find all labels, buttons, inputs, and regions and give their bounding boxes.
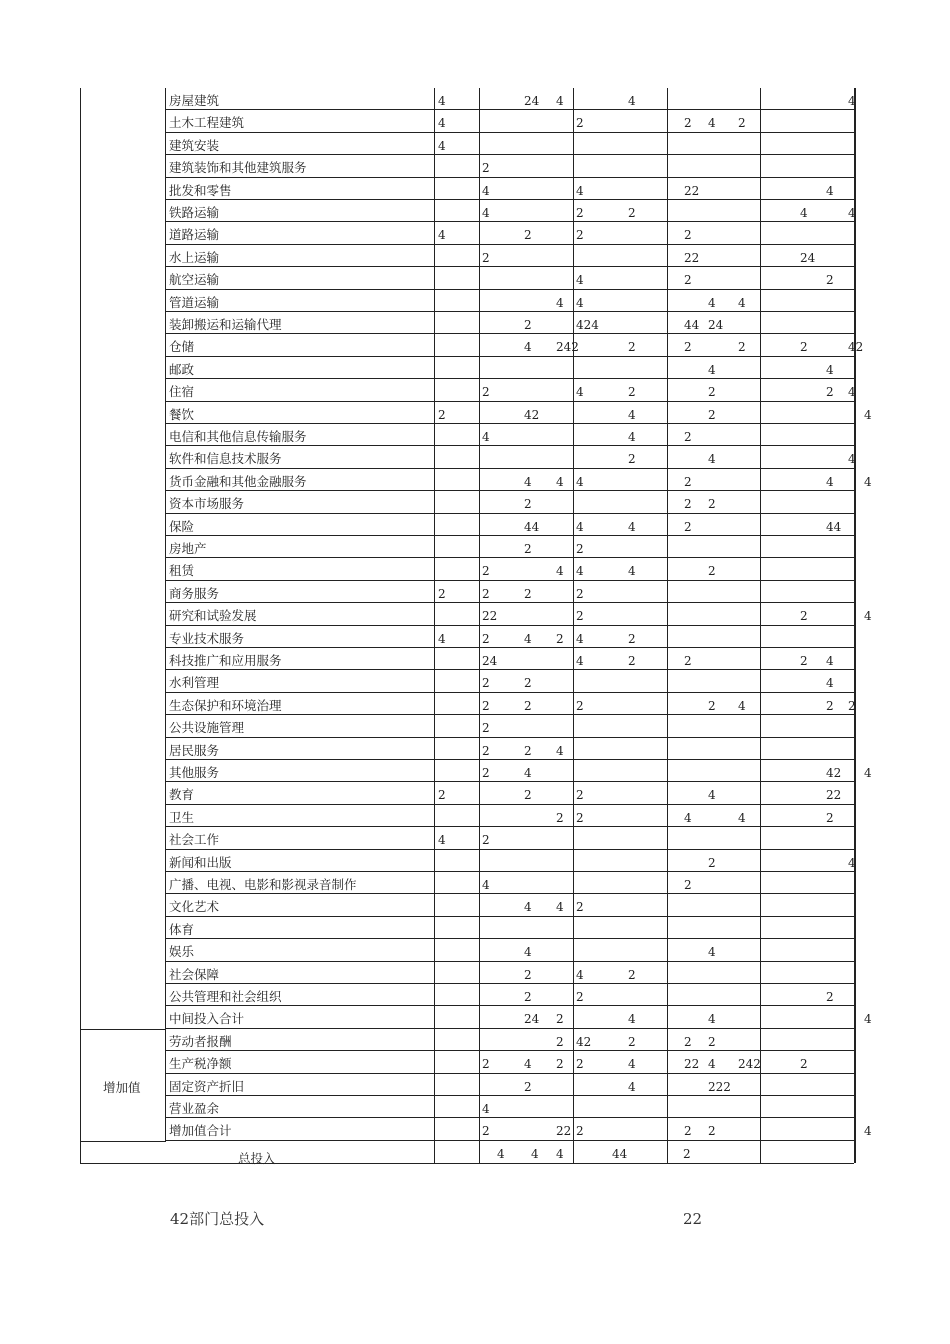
row-divider-line: [165, 445, 854, 446]
row-divider-line: [165, 378, 854, 379]
table-cell-value: 4: [524, 474, 532, 489]
table-cell-value: 4: [524, 1057, 532, 1072]
row-divider-line: [165, 759, 854, 760]
table-cell-value: 2: [708, 385, 716, 400]
table-cell-value: 4: [438, 631, 446, 646]
row-divider-line: [165, 1050, 854, 1051]
table-cell-value: 4: [556, 295, 564, 310]
table-cell-value: 2: [628, 206, 636, 220]
table-cell-value: 2: [684, 474, 692, 489]
table-cell-value: 2: [684, 340, 692, 355]
row-divider-line: [165, 737, 854, 738]
total-row-top-line: [80, 1141, 166, 1142]
table-cell-value: 222: [708, 1079, 731, 1094]
table-cell-value: 4: [708, 362, 716, 377]
row-divider-line: [165, 177, 854, 178]
table-cell-value: 4: [576, 519, 584, 534]
table-cell-value: 2: [482, 833, 490, 848]
table-cell-value: 2: [556, 1034, 564, 1049]
row-label: 建筑装饰和其他建筑服务: [169, 160, 307, 176]
table-cell-value: 4: [524, 945, 532, 960]
table-cell-value: 2: [708, 855, 716, 870]
table-cell-value: 2: [524, 228, 532, 243]
table-cell-value: 2: [684, 1034, 692, 1049]
table-cell-value: 4: [482, 183, 490, 198]
column-divider-line: [479, 88, 480, 1163]
table-cell-value: 2: [848, 698, 856, 713]
table-cell-value: 4: [864, 766, 872, 780]
row-divider-line: [165, 468, 854, 469]
total-input-label: 总投入: [238, 1151, 276, 1166]
row-label: 体育: [169, 921, 195, 937]
table-cell-value: 4: [628, 430, 636, 444]
table-cell-value: 2: [738, 340, 746, 355]
table-cell-value: 4: [826, 676, 834, 691]
table-cell-value: 242: [556, 340, 579, 355]
table-cell-value: 4: [438, 138, 446, 153]
row-divider-line: [165, 961, 854, 962]
table-cell-value: 4: [576, 474, 584, 489]
table-cell-value: 2: [576, 228, 584, 243]
row-label: 邮政: [169, 361, 195, 377]
row-divider-line: [165, 893, 854, 894]
table-cell-value: 2: [438, 407, 446, 422]
table-cell-value: 4: [438, 833, 446, 848]
row-label: 餐饮: [169, 406, 195, 422]
table-cell-value: 4: [848, 94, 856, 108]
row-label: 广播、电视、电影和影视录音制作: [169, 877, 357, 892]
row-label: 社会保障: [169, 966, 220, 982]
row-label: 教育: [169, 787, 195, 803]
table-cell-value: 2: [800, 654, 808, 668]
table-cell-value: 2: [556, 631, 564, 646]
row-divider-line: [165, 714, 854, 715]
row-label: 航空运输: [169, 272, 220, 288]
table-cell-value: 2: [576, 698, 584, 713]
table-cell-value: 2: [524, 788, 532, 803]
table-cell-value: 4: [524, 631, 532, 646]
table-cell-value: 4: [864, 1124, 872, 1139]
table-cell-value: 2: [524, 497, 532, 512]
table-cell-value: 2: [576, 116, 584, 131]
row-divider-line: [165, 289, 854, 290]
table-cell-value: 2: [524, 318, 532, 332]
table-cell-value: 4: [628, 1057, 636, 1072]
table-cell-value: 42: [848, 340, 864, 355]
table-cell-value: 4: [628, 564, 636, 579]
table-cell-value: 2: [524, 586, 532, 601]
table-cell-value: 42: [576, 1034, 592, 1049]
row-divider-line: [165, 132, 854, 133]
row-divider-line: [165, 826, 854, 827]
table-cell-value: 2: [556, 810, 564, 825]
row-divider-line: [165, 1073, 854, 1074]
table-cell-value: 4: [482, 878, 490, 892]
row-label: 卫生: [169, 809, 195, 825]
row-label: 水上运输: [169, 249, 220, 265]
total-row-bottom-line: [80, 1163, 854, 1164]
row-label: 住宿: [169, 384, 195, 400]
row-label: 商务服务: [169, 585, 220, 601]
table-cell-value: 4: [864, 1012, 872, 1027]
total-cell-value: 4: [497, 1146, 505, 1161]
table-cell-value: 2: [576, 586, 584, 601]
row-divider-line: [165, 983, 854, 984]
table-cell-value: 2: [524, 676, 532, 691]
table-cell-value: 24: [482, 654, 498, 668]
table-cell-value: 4: [826, 654, 834, 668]
row-divider-line: [165, 557, 854, 558]
row-divider-line: [165, 1005, 854, 1006]
row-divider-line: [165, 669, 854, 670]
table-cell-value: 4: [628, 1012, 636, 1027]
table-cell-value: 4: [848, 452, 856, 467]
row-divider-line: [165, 1028, 854, 1029]
table-cell-value: 2: [482, 1057, 490, 1072]
table-cell-value: 2: [708, 407, 716, 422]
row-divider-line: [165, 199, 854, 200]
table-cell-value: 2: [556, 1012, 564, 1027]
row-divider-line: [165, 401, 854, 402]
table-cell-value: 4: [576, 631, 584, 646]
row-divider-line: [165, 625, 854, 626]
row-label: 建筑安装: [169, 137, 220, 153]
table-cell-value: 2: [482, 250, 490, 265]
row-label: 新闻和出版: [169, 854, 232, 870]
row-divider-line: [165, 535, 854, 536]
table-cell-value: 2: [684, 228, 692, 243]
row-label: 增加值合计: [169, 1123, 232, 1139]
table-cell-value: 4: [576, 273, 584, 288]
table-cell-value: 4: [708, 945, 716, 960]
row-label: 营业盈余: [169, 1101, 220, 1116]
table-cell-value: 4: [826, 474, 834, 489]
table-cell-value: 2: [628, 967, 636, 982]
table-cell-value: 4: [628, 94, 636, 108]
table-cell-value: 2: [708, 698, 716, 713]
row-label: 房地产: [169, 541, 207, 556]
row-label: 生态保护和环境治理: [169, 697, 282, 713]
table-cell-value: 2: [482, 385, 490, 400]
table-cell-value: 2: [684, 430, 692, 444]
row-label: 房屋建筑: [169, 93, 220, 108]
table-cell-value: 4: [738, 810, 746, 825]
column-divider-line: [573, 88, 574, 1163]
table-cell-value: 2: [576, 788, 584, 803]
table-cell-value: 4: [864, 474, 872, 489]
row-divider-line: [165, 1140, 854, 1141]
table-cell-value: 4: [524, 900, 532, 915]
table-cell-value: 4: [482, 1102, 490, 1116]
table-cell-value: 4: [576, 564, 584, 579]
table-cell-value: 2: [576, 609, 584, 624]
table-cell-value: 42: [826, 766, 842, 780]
row-divider-line: [165, 602, 854, 603]
table-cell-value: 2: [524, 1079, 532, 1094]
row-divider-line: [165, 311, 854, 312]
table-cell-value: 2: [576, 1124, 584, 1139]
table-cell-value: 2: [438, 788, 446, 803]
table-cell-value: 2: [708, 1124, 716, 1139]
row-divider-line: [165, 692, 854, 693]
table-cell-value: 2: [482, 1124, 490, 1139]
value-added-top-line: [80, 1029, 166, 1030]
table-cell-value: 2: [556, 1057, 564, 1072]
row-label: 公共管理和社会组织: [169, 989, 282, 1004]
table-cell-value: 2: [684, 519, 692, 534]
row-divider-line: [165, 356, 854, 357]
table-cell-value: 24: [708, 318, 724, 332]
row-label: 居民服务: [169, 742, 220, 758]
table-cell-value: 2: [628, 631, 636, 646]
table-cell-value: 2: [684, 878, 692, 892]
table-cell-value: 4: [524, 766, 532, 780]
table-cell-value: 2: [482, 676, 490, 691]
table-cell-value: 2: [628, 385, 636, 400]
total-cell-value: 44: [612, 1146, 628, 1161]
row-divider-line: [165, 109, 854, 110]
row-divider-line: [165, 423, 854, 424]
row-divider-line: [165, 221, 854, 222]
table-cell-value: 2: [826, 990, 834, 1004]
table-cell-value: 2: [826, 810, 834, 825]
table-cell-value: 2: [524, 990, 532, 1004]
table-cell-value: 4: [576, 967, 584, 982]
table-cell-value: 4: [826, 183, 834, 198]
table-cell-value: 4: [800, 206, 808, 220]
column-divider-line: [854, 88, 856, 1163]
table-cell-value: 4: [708, 295, 716, 310]
row-label: 仓储: [169, 339, 195, 355]
row-label: 社会工作: [169, 832, 220, 848]
table-cell-value: 2: [826, 273, 834, 288]
table-cell-value: 2: [684, 1124, 692, 1139]
row-label: 娱乐: [169, 944, 195, 960]
table-cell-value: 2: [482, 698, 490, 713]
row-label: 电信和其他信息传输服务: [169, 429, 307, 444]
table-cell-value: 2: [482, 743, 490, 758]
row-label: 生产税净额: [169, 1056, 232, 1072]
row-label: 土木工程建筑: [169, 115, 245, 131]
row-label: 文化艺术: [169, 899, 220, 915]
table-cell-value: 2: [800, 340, 808, 355]
table-cell-value: 2: [576, 1057, 584, 1072]
table-cell-value: 2: [628, 1034, 636, 1049]
table-cell-value: 24: [800, 250, 816, 265]
table-cell-value: 22: [826, 788, 842, 803]
row-divider-line: [165, 781, 854, 782]
table-cell-value: 2: [576, 542, 584, 556]
table-cell-value: 2: [482, 161, 490, 176]
row-divider-line: [165, 513, 854, 514]
table-cell-value: 2: [628, 654, 636, 668]
table-cell-value: 44: [524, 519, 540, 534]
column-divider-line: [434, 88, 435, 1163]
row-divider-line: [165, 804, 854, 805]
row-label: 道路运输: [169, 227, 220, 243]
row-divider-line: [165, 244, 854, 245]
row-label: 专业技术服务: [169, 630, 245, 646]
row-label: 公共设施管理: [169, 720, 245, 736]
row-label: 装卸搬运和运输代理: [169, 317, 282, 332]
table-cell-value: 2: [628, 452, 636, 467]
row-divider-line: [165, 849, 854, 850]
table-cell-value: 24: [524, 1012, 540, 1027]
table-cell-value: 4: [628, 407, 636, 422]
table-cell-value: 22: [684, 250, 700, 265]
table-cell-value: 4: [708, 1057, 716, 1072]
table-cell-value: 2: [708, 1034, 716, 1049]
table-cell-value: 2: [708, 497, 716, 512]
table-cell-value: 4: [684, 810, 692, 825]
row-divider-line: [165, 916, 854, 917]
table-cell-value: 2: [482, 586, 490, 601]
table-cell-value: 4: [864, 407, 872, 422]
table-cell-value: 2: [800, 1057, 808, 1072]
table-cell-value: 4: [576, 385, 584, 400]
row-label: 铁路运输: [169, 205, 220, 220]
table-cell-value: 4: [848, 855, 856, 870]
table-cell-value: 2: [524, 967, 532, 982]
table-cell-value: 44: [684, 318, 700, 332]
row-divider-line: [165, 266, 854, 267]
row-divider-line: [165, 1095, 854, 1096]
table-cell-value: 4: [576, 183, 584, 198]
table-cell-value: 2: [628, 340, 636, 355]
value-added-section-label: 增加值: [103, 1080, 141, 1095]
row-divider-line: [165, 580, 854, 581]
column-divider-line: [667, 88, 668, 1163]
table-cell-value: 4: [708, 1012, 716, 1027]
table-cell-value: 24: [524, 94, 540, 108]
row-divider-line: [165, 1117, 854, 1118]
table-cell-value: 242: [738, 1057, 761, 1072]
table-cell-value: 4: [438, 228, 446, 243]
footer-right-text: 22: [683, 1210, 703, 1228]
table-cell-value: 4: [438, 116, 446, 131]
row-label: 软件和信息技术服务: [169, 451, 282, 467]
table-cell-value: 2: [524, 698, 532, 713]
row-label: 保险: [169, 518, 195, 534]
total-cell-value: 2: [683, 1146, 691, 1161]
table-cell-value: 2: [708, 564, 716, 579]
table-cell-value: 4: [556, 900, 564, 915]
total-cell-value: 4: [556, 1146, 564, 1161]
table-cell-value: 4: [576, 295, 584, 310]
table-cell-value: 2: [524, 743, 532, 758]
total-cell-value: 4: [531, 1146, 539, 1161]
table-cell-value: 4: [848, 206, 856, 220]
row-divider-line: [165, 154, 854, 155]
table-cell-value: 2: [576, 990, 584, 1004]
row-label: 资本市场服务: [169, 496, 245, 512]
table-left-border: [80, 88, 81, 1163]
table-cell-value: 2: [826, 698, 834, 713]
table-cell-value: 4: [628, 1079, 636, 1094]
table-cell-value: 4: [708, 452, 716, 467]
row-label: 科技推广和应用服务: [169, 653, 282, 668]
table-cell-value: 2: [826, 385, 834, 400]
table-cell-value: 42: [524, 407, 540, 422]
table-cell-value: 4: [438, 94, 446, 108]
row-divider-line: [165, 871, 854, 872]
table-cell-value: 4: [482, 430, 490, 444]
table-cell-value: 4: [708, 788, 716, 803]
table-cell-value: 2: [684, 273, 692, 288]
table-cell-value: 4: [738, 295, 746, 310]
table-cell-value: 22: [556, 1124, 572, 1139]
table-cell-value: 424: [576, 318, 599, 332]
table-cell-value: 2: [576, 810, 584, 825]
row-label: 研究和试验发展: [169, 608, 257, 624]
table-cell-value: 2: [482, 721, 490, 736]
table-cell-value: 4: [826, 362, 834, 377]
table-cell-value: 2: [482, 766, 490, 780]
row-label: 中间投入合计: [169, 1011, 245, 1027]
table-cell-value: 2: [684, 654, 692, 668]
table-cell-value: 22: [684, 183, 700, 198]
table-cell-value: 4: [864, 609, 872, 624]
table-cell-value: 4: [848, 385, 856, 400]
table-cell-value: 2: [438, 586, 446, 601]
table-cell-value: 2: [576, 900, 584, 915]
table-cell-value: 44: [826, 519, 842, 534]
row-label: 劳动者报酬: [169, 1033, 232, 1049]
row-label: 水利管理: [169, 675, 220, 691]
table-cell-value: 4: [556, 743, 564, 758]
table-cell-value: 2: [684, 497, 692, 512]
table-cell-value: 4: [556, 94, 564, 108]
row-label: 其他服务: [169, 765, 220, 780]
footer-left-text: 42部门总投入: [170, 1210, 265, 1228]
table-cell-value: 4: [628, 519, 636, 534]
row-divider-line: [165, 333, 854, 334]
table-cell-value: 2: [524, 542, 532, 556]
table-cell-value: 4: [576, 654, 584, 668]
table-cell-value: 22: [482, 609, 498, 624]
table-cell-value: 4: [524, 340, 532, 355]
table-cell-value: 4: [738, 698, 746, 713]
table-cell-value: 2: [684, 116, 692, 131]
table-cell-value: 2: [482, 631, 490, 646]
table-cell-value: 2: [576, 206, 584, 220]
row-divider-line: [165, 938, 854, 939]
table-cell-value: 4: [482, 206, 490, 220]
table-cell-value: 4: [556, 474, 564, 489]
row-divider-line: [165, 647, 854, 648]
table-cell-value: 22: [684, 1057, 700, 1072]
table-cell-value: 4: [556, 564, 564, 579]
row-label: 租赁: [169, 563, 195, 579]
row-label: 固定资产折旧: [169, 1078, 245, 1094]
table-cell-value: 4: [708, 116, 716, 131]
row-label: 货币金融和其他金融服务: [169, 473, 307, 489]
table-cell-value: 2: [800, 609, 808, 624]
column-divider-line: [760, 88, 761, 1163]
row-label: 管道运输: [169, 294, 220, 310]
table-cell-value: 2: [482, 564, 490, 579]
row-label: 批发和零售: [169, 182, 232, 198]
row-divider-line: [165, 490, 854, 491]
table-cell-value: 2: [738, 116, 746, 131]
